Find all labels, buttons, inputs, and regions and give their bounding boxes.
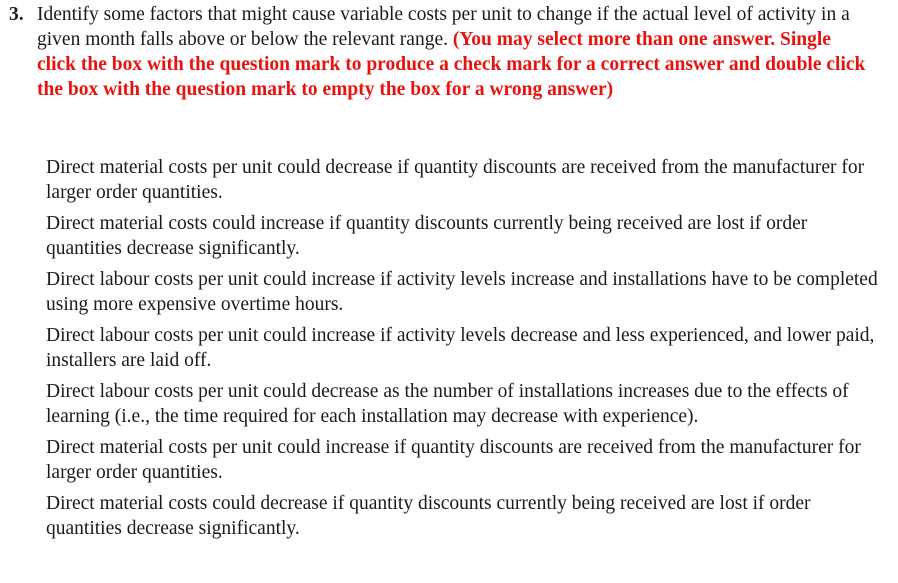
question-body [37, 2, 867, 102]
question-block [9, 2, 889, 100]
answer-option-6[interactable]: Direct material costs per unit could increase if quantity discounts are received from the manufacturer for larger order quantities. [46, 437, 861, 483]
answer-options [46, 155, 886, 547]
question-instructions: (You may select more than one answer. Single click the box with the question mark to produce a check mark for a correct answer and double click the box with the question mark to empty the box for a wrong answer) [37, 29, 866, 100]
answer-option-3[interactable]: Direct labour costs per unit could increase if activity levels increase and installations have to be completed using more expensive overtime hours. [46, 269, 878, 315]
answer-option-4[interactable]: Direct labour costs per unit could increase if activity levels decrease and less experienced, and lower paid, installers are laid off. [46, 325, 875, 371]
question-number: 3. [9, 4, 24, 25]
answer-option-2[interactable]: Direct material costs could increase if quantity discounts currently being received are lost if order quantities decrease significantly. [46, 213, 808, 259]
answer-option-1[interactable]: Direct material costs per unit could decrease if quantity discounts are received from the manufacturer for larger order quantities. [46, 157, 865, 203]
question-text: Identify some factors that might cause variable costs per unit to change if the actual level of activity in a given month falls above or below the relevant range. [37, 4, 850, 50]
answer-option-7[interactable]: Direct material costs could decrease if quantity discounts currently being received are lost if order quantities decrease significantly. [46, 493, 811, 539]
answer-option-5[interactable]: Direct labour costs per unit could decrease as the number of installations increases due to the effects of learning (i.e., the time required for each installation may decrease with experience). [46, 381, 849, 427]
